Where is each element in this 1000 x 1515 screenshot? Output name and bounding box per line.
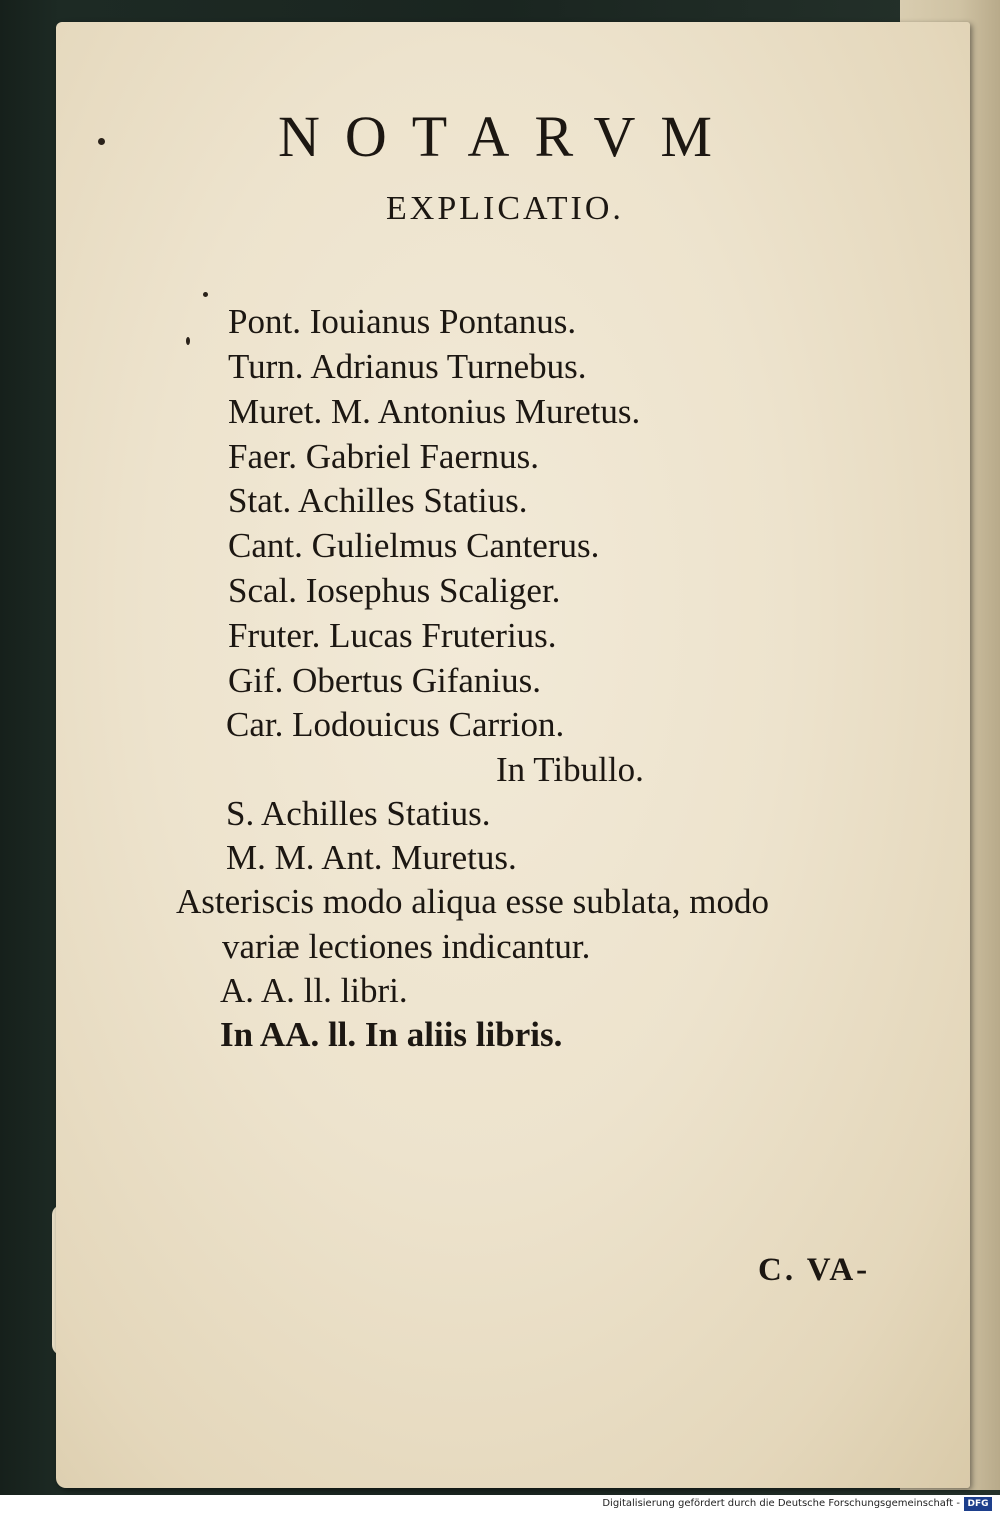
entry-faer: Faer. Gabriel Faernus.: [228, 437, 540, 476]
entry-scal: Scal. Iosephus Scaliger.: [228, 571, 561, 610]
entry-muret: Muret. M. Antonius Muretus.: [228, 392, 641, 431]
abbreviation-aliis-libris: In AA. ll. In aliis libris.: [220, 1015, 563, 1054]
entry-m: M. M. Ant. Muretus.: [226, 838, 517, 877]
entry-turn: Turn. Adrianus Turnebus.: [228, 347, 587, 386]
entry-stat: Stat. Achilles Statius.: [228, 481, 528, 520]
page-title: NOTARVM: [278, 104, 737, 169]
entry-s: S. Achilles Statius.: [226, 794, 491, 833]
entry-gif: Gif. Obertus Gifanius.: [228, 661, 542, 700]
page-subtitle: EXPLICATIO.: [386, 190, 624, 227]
digitization-footer: [0, 1495, 1000, 1515]
abbreviation-libri: A. A. ll. libri.: [220, 971, 408, 1010]
ink-spot: [203, 292, 208, 297]
section-label-tibullo: In Tibullo.: [496, 750, 644, 789]
entry-fruter: Fruter. Lucas Fruterius.: [228, 616, 557, 655]
ink-spot: [186, 337, 190, 345]
entry-car: Car. Lodouicus Carrion.: [226, 705, 565, 744]
asterisk-note-line-1: Asteriscis modo aliqua esse sublata, modo: [176, 882, 769, 921]
ink-spot: [98, 138, 105, 145]
entry-cant: Cant. Gulielmus Canterus.: [228, 526, 600, 565]
asterisk-note-line-2: variæ lectiones indicantur.: [222, 927, 591, 966]
dfg-logo-icon: DFG: [964, 1497, 992, 1511]
footer-credit: Digitalisierung gefördert durch die Deutsche Forschungsgemeinschaft -: [602, 1498, 960, 1509]
catchword: C. VA-: [758, 1252, 871, 1288]
entry-pont: Pont. Iouianus Pontanus.: [228, 302, 577, 341]
